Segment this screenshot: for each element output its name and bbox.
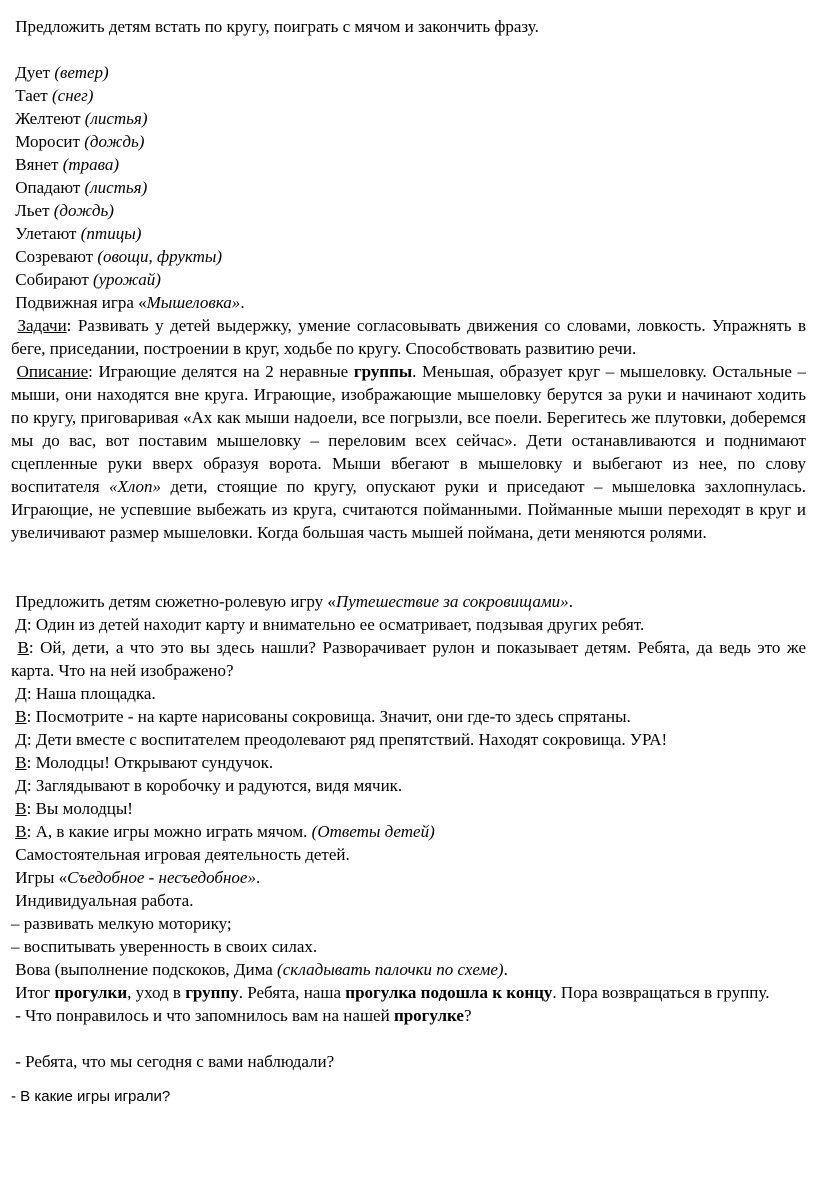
text-run: группу [185,983,239,1002]
paragraph [11,935,806,958]
text-run: В [17,638,29,657]
text-run: В [15,799,27,818]
blank-line [11,1027,806,1050]
text-run: группы [353,362,413,381]
text-run: . [568,592,573,611]
text-run: Путешествие за сокровищами» [335,592,569,611]
document-body [11,15,811,1107]
paragraph [11,613,806,636]
text-run: (дождь) [84,132,145,151]
text-run: Тает [11,86,52,105]
text-run: : Играющие делятся на 2 неравные [88,362,354,381]
text-run: - Что понравилось и что запомнилось вам на нашей [11,1006,394,1025]
text-run: (снег) [51,86,94,105]
text-run: Д [15,730,27,749]
text-run: (птицы) [80,224,142,243]
text-run: (урожай) [93,270,161,289]
text-run: (складывать палочки по схеме) [277,960,504,979]
text-run: Самостоятельная игровая деятельность детей. [11,845,350,864]
text-run: Собирают [11,270,94,289]
paragraph [11,682,806,705]
text-run: Индивидуальная работа. [11,891,194,910]
text-run: «Хлоп» [109,477,162,496]
text-run: (ветер) [54,63,109,82]
text-run: Вова (выполнение подскоков, Дима [11,960,278,979]
text-run: ? [463,1006,472,1025]
paragraph [11,705,806,728]
text-run: . Меньшая, образует круг – мышеловку. Остальные – мыши, они находятся вне круга. Играющие, изображающие мышеловку берутся за руки и начинают ходить по кругу, приговаривая «Ах как мыши надоели, все погрызли, все поели. Берегитесь же плутовки, доберемся мы до вас, вот поставим мышеловку – переловим всех сейчас». Дети останавливаются и поднимают сцепленные руки вверх образуя ворота. Мыши вбегают в мышеловку и выбегают из нее, по слову воспитателя [11,362,811,496]
paragraph [11,636,811,682]
blank-line [11,38,806,61]
text-run: Д [15,776,27,795]
text-run: , уход в [127,983,186,1002]
paragraph [11,130,806,153]
paragraph [11,268,806,291]
text-run: : Один из детей находит карту и внимательно ее осматривает, подзывая других ребят. [26,615,645,634]
text-run: Опадают [11,178,85,197]
text-run: дети, стоящие по кругу, опускают руки и приседают – мышеловка захлопнулась. Играющие, не успевшие выбежать из круга, считаются пойманными. Пойманные мыши переходят в круг и увеличивают размер мышеловки. Когда большая часть мышей поймана, дети меняются ролями. [11,477,811,542]
text-run: . Ребята, наша [238,983,346,1002]
paragraph [11,107,806,130]
text-run: Предложить детям встать по кругу, поиграть с мячом и закончить фразу. [11,17,539,36]
paragraph [11,820,806,843]
paragraph [11,153,806,176]
text-run: : Ой, дети, а что это вы здесь нашли? Разворачивает рулон и показывает детям. Ребята, да ведь это же карта. Что на ней изображено? [11,638,811,680]
blank-line [11,567,806,590]
text-run: Д [15,684,27,703]
text-run: (трава) [62,155,120,174]
paragraph [11,728,806,751]
paragraph [11,751,806,774]
text-run: В [15,753,27,772]
text-run: Подвижная игра « [11,293,147,312]
text-run: Вянет [11,155,63,174]
text-run: Съедобное - несъедобное» [67,868,256,887]
paragraph [11,774,806,797]
text-run: Желтеют [11,109,85,128]
text-run: . [503,960,508,979]
blank-line [11,544,806,567]
paragraph [11,590,806,613]
text-run: (овощи, фрукты) [97,247,223,266]
paragraph [11,222,806,245]
text-run: - В какие игры играли? [11,1088,171,1105]
text-run: Дует [11,63,55,82]
text-run: – развивать мелкую моторику; [11,914,232,933]
paragraph [11,61,806,84]
text-run: Д [15,615,27,634]
text-run: прогулки [54,983,128,1002]
text-run: прогулка подошла к концу [345,983,553,1002]
text-run: . Пора возвращаться в группу. [552,983,770,1002]
text-run: (дождь) [53,201,114,220]
paragraph [11,245,806,268]
text-run: : А, в какие игры можно играть мячом. [26,822,312,841]
text-run: Описание [16,362,89,381]
text-run: Моросит [11,132,85,151]
text-run: : Вы молодцы! [26,799,133,818]
paragraph [11,1004,806,1027]
paragraph [11,866,806,889]
paragraph [11,291,806,314]
text-run: : Посмотрите - на карте нарисованы сокровища. Значит, они где-то здесь спрятаны. [26,707,631,726]
paragraph [11,1050,806,1073]
paragraph [11,958,806,981]
text-run: В [15,707,27,726]
paragraph [11,176,806,199]
paragraph [11,199,806,222]
text-run: Мышеловка» [146,293,241,312]
paragraph [11,981,806,1004]
text-run: . [240,293,245,312]
text-run: (Ответы детей) [311,822,435,841]
text-run: Созревают [11,247,98,266]
paragraph [11,15,806,38]
paragraph [11,912,806,935]
paragraph [11,314,811,360]
text-run: Льет [11,201,54,220]
text-run: Игры « [11,868,68,887]
text-run: (листья) [84,109,148,128]
text-run: Улетают [11,224,81,243]
paragraph [11,843,806,866]
text-run: – воспитывать уверенность в своих силах. [11,937,318,956]
text-run: Задачи [17,316,67,335]
text-run: : Заглядывают в коробочку и радуются, видя мячик. [26,776,403,795]
text-run: Итог [11,983,55,1002]
paragraph [11,889,806,912]
paragraph [11,84,806,107]
text-run: : Молодцы! Открывают сундучок. [26,753,274,772]
paragraph [11,1087,806,1107]
paragraph [11,360,811,544]
text-run: В [15,822,27,841]
text-run: . [255,868,261,887]
text-run: : Развивать у детей выдержку, умение согласовывать движения со словами, ловкость. Упражнять в беге, приседании, построении в круг, ходьбе по кругу. Способствовать развитию речи. [11,316,811,358]
text-run: : Дети вместе с воспитателем преодолевают ряд препятствий. Находят сокровища. УРА! [26,730,668,749]
text-run: прогулке [393,1006,464,1025]
text-run: : Наша площадка. [26,684,156,703]
text-run: Предложить детям сюжетно-ролевую игру « [11,592,336,611]
text-run: (листья) [84,178,148,197]
text-run: - Ребята, что мы сегодня с вами наблюдали? [11,1052,335,1071]
paragraph [11,797,806,820]
